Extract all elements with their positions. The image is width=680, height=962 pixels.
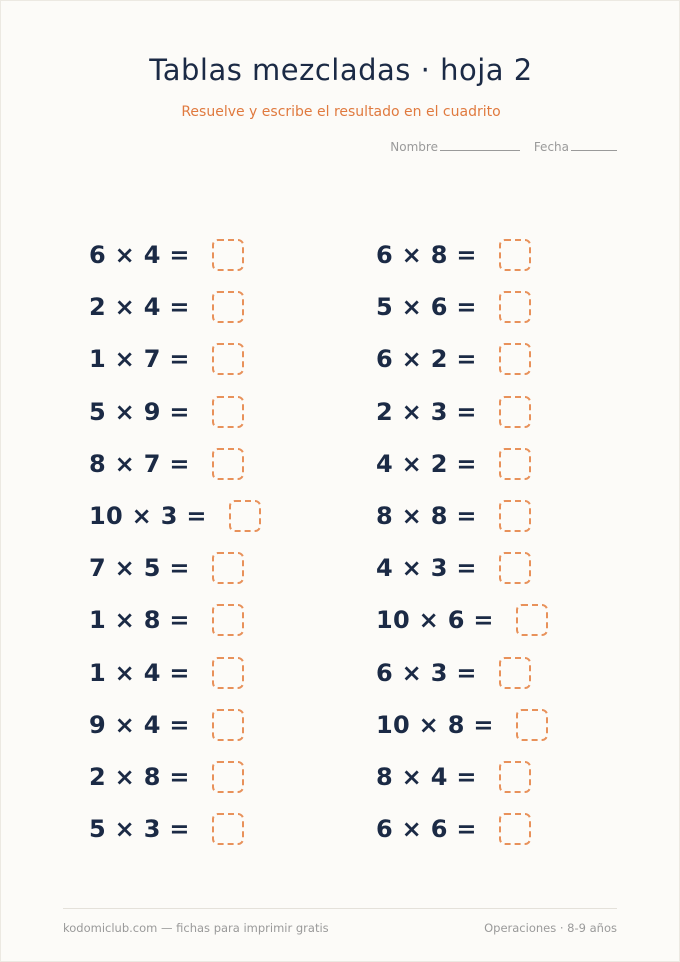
answer-box[interactable] [212,291,244,323]
exercise-row [376,386,548,438]
exercise-row [89,647,261,699]
footer-divider [63,908,617,909]
answer-box[interactable] [212,239,244,271]
exercise-row [89,542,261,594]
exercise-row [376,281,548,333]
exercise-row [376,803,548,855]
date-blank[interactable] [571,141,617,151]
exercise-row [89,751,261,803]
answer-box[interactable] [212,709,244,741]
exercise-row [376,594,548,646]
multiplication-expression: 10 × 6 = [376,606,494,635]
multiplication-expression: 2 × 4 = [89,293,190,322]
multiplication-expression: 8 × 4 = [376,762,477,791]
exercise-row [376,647,548,699]
footer-site-text: kodomiclub.com — fichas para imprimir gratis [63,921,329,935]
multiplication-expression: 6 × 8 = [376,241,477,270]
answer-box[interactable] [212,657,244,689]
multiplication-expression: 6 × 6 = [376,815,477,844]
exercise-row [89,386,261,438]
exercise-row [376,542,548,594]
answer-box[interactable] [499,396,531,428]
answer-box[interactable] [499,343,531,375]
exercise-row [376,333,548,385]
multiplication-expression: 8 × 7 = [89,449,190,478]
exercise-row [376,229,548,281]
exercise-row [89,438,261,490]
multiplication-expression: 1 × 7 = [89,345,190,374]
exercise-column-right [376,229,548,855]
student-fields [390,140,617,154]
exercise-row [89,803,261,855]
answer-box[interactable] [212,396,244,428]
exercise-row [376,751,548,803]
multiplication-expression: 10 × 8 = [376,710,494,739]
multiplication-expression: 7 × 5 = [89,554,190,583]
multiplication-expression: 5 × 9 = [89,397,190,426]
exercise-row [376,490,548,542]
page-subtitle: Resuelve y escribe el resultado en el cuadrito [181,104,501,120]
answer-box[interactable] [516,604,548,636]
multiplication-expression: 6 × 3 = [376,658,477,687]
multiplication-expression: 4 × 3 = [376,554,477,583]
exercise-row [89,281,261,333]
answer-box[interactable] [212,813,244,845]
exercise-column-left [89,229,261,855]
multiplication-expression: 1 × 8 = [89,606,190,635]
multiplication-expression: 2 × 8 = [89,762,190,791]
exercise-row [89,333,261,385]
exercise-row [89,490,261,542]
name-blank[interactable] [440,141,520,151]
multiplication-expression: 10 × 3 = [89,502,207,531]
answer-box[interactable] [499,291,531,323]
multiplication-expression: 9 × 4 = [89,710,190,739]
multiplication-expression: 6 × 2 = [376,345,477,374]
date-label: Fecha [533,140,569,154]
answer-box[interactable] [499,657,531,689]
answer-box[interactable] [499,500,531,532]
answer-box[interactable] [516,709,548,741]
footer-level-text: Operaciones · 8-9 años [484,921,617,935]
answer-box[interactable] [212,761,244,793]
answer-box[interactable] [499,448,531,480]
exercise-row [89,594,261,646]
multiplication-expression: 5 × 3 = [89,815,190,844]
answer-box[interactable] [229,500,261,532]
answer-box[interactable] [212,552,244,584]
multiplication-expression: 6 × 4 = [89,241,190,270]
multiplication-expression: 2 × 3 = [376,397,477,426]
answer-box[interactable] [499,552,531,584]
answer-box[interactable] [212,343,244,375]
answer-box[interactable] [499,239,531,271]
multiplication-expression: 8 × 8 = [376,502,477,531]
answer-box[interactable] [499,761,531,793]
answer-box[interactable] [212,604,244,636]
exercise-row [89,699,261,751]
exercise-row [376,438,548,490]
exercise-row [376,699,548,751]
page-title: Tablas mezcladas · hoja 2 [149,53,533,87]
multiplication-expression: 4 × 2 = [376,449,477,478]
name-label: Nombre [390,140,438,154]
exercise-row [89,229,261,281]
multiplication-expression: 5 × 6 = [376,293,477,322]
answer-box[interactable] [212,448,244,480]
multiplication-expression: 1 × 4 = [89,658,190,687]
answer-box[interactable] [499,813,531,845]
